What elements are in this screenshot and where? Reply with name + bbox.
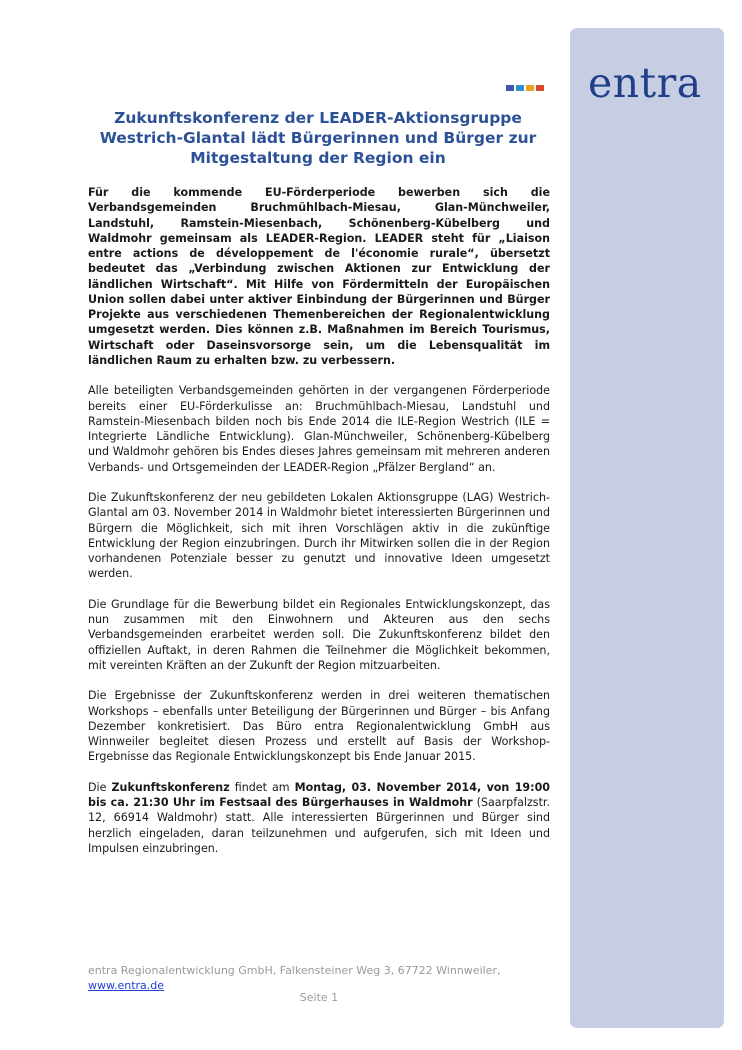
page-title: Zukunftskonferenz der LEADER-Aktionsgruppe Westrich-Glantal lädt Bürgerinnen und Bürger zur Mitgestaltung der Region ein xyxy=(99,109,537,167)
event-highlight: Zukunftskonferenz xyxy=(111,780,230,794)
brand-dot xyxy=(506,85,514,91)
brand-dot xyxy=(516,85,524,91)
brand-dot xyxy=(526,85,534,91)
footer-address: entra Regionalentwicklung GmbH, Falkensteiner Weg 3, 67722 Winnweiler, xyxy=(88,964,501,977)
brand-dot xyxy=(536,85,544,91)
event-text: findet am xyxy=(229,780,295,794)
website-link[interactable]: www.entra.de xyxy=(88,979,165,992)
footer xyxy=(88,963,550,993)
brand-dots-icon xyxy=(506,85,544,91)
event-text: (Saarpfalzstr. 12, 66914 Waldmohr) statt. Alle interessierten Bürgerinnen und Bürger sind herzlich eingeladen, daran teilzunehmen und aufgerufen, sich mit Ideen und Impulsen einzubringen. xyxy=(88,796,550,855)
paragraph: Die Ergebnisse der Zukunftskonferenz werden in drei weiteren thematischen Workshops – ebenfalls unter Beteiligung der Bürgerinnen und Bürger – bis Anfang Dezember konkretisiert. Das Büro entra Regionalentwicklung GmbH aus Winnweiler begleitet diesen Prozess und erstellt auf Basis der Workshop-Ergebnisse das Regionale Entwicklungskonzept bis Ende Januar 2015. xyxy=(88,689,550,764)
sidebar-panel xyxy=(570,28,724,1028)
event-paragraph xyxy=(88,780,550,856)
document-body xyxy=(88,185,550,871)
page-number: Seite 1 xyxy=(299,991,339,1004)
paragraph: Die Zukunftskonferenz der neu gebildeten Lokalen Aktionsgruppe (LAG) Westrich-Glantal am 03. November 2014 in Waldmohr bietet interessierten Bürgerinnen und Bürgern die Möglichkeit, sich mit ihren Vorschlägen aktiv in die zukünftige Entwicklung der Region einzubringen. Durch ihr Mitwirken sollen die in der Region vorhandenen Potenziale besser zu genutzt und innovative Ideen umgesetzt werden. xyxy=(88,491,550,581)
paragraph: Die Grundlage für die Bewerbung bildet ein Regionales Entwicklungskonzept, das nun zusammen mit den Einwohnern und Akteuren aus den sechs Verbandsgemeinden erarbeitet werden soll. Die Zukunftskonferenz bildet den offiziellen Auftakt, in deren Rahmen die Teilnehmer die Möglichkeit bekommen, mit vereinten Kräften an der Zukunft der Region mitzuarbeiten. xyxy=(88,597,550,672)
entra-logo: entra xyxy=(588,59,702,107)
event-text: Die xyxy=(88,780,112,794)
lead-paragraph: Für die kommende EU-Förderperiode bewerben sich die Verbandsgemeinden Bruchmühlbach-Miesau, Glan-Münchweiler, Landstuhl, Ramstein-Miesenbach, Schönenberg-Kübelberg und Waldmohr gemeinsam als LEADER-Region. LEADER steht für „Liaison entre actions de développement de l'économie rurale“, übersetzt bedeutet das „Verbindung zwischen Aktionen zur Entwicklung der ländlichen Wirtschaft“. Mit Hilfe von Fördermitteln der Europäischen Union sollen dabei unter aktiver Einbindung der Bürgerinnen und Bürger Projekte aus verschiedenen Themenbereichen der Regionalentwicklung umgesetzt werden. Dies können z.B. Maßnahmen im Bereich Tourismus, Wirtschaft oder Daseinsvorsorge sein, um die Lebensqualität im ländlichen Raum zu erhalten bzw. zu verbessern. xyxy=(88,186,550,367)
event-date-location: Montag, 03. November 2014, von 19:00 bis ca. 21:30 Uhr im Festsaal des Bürgerhauses in Waldmohr xyxy=(88,780,551,809)
paragraph: Alle beteiligten Verbandsgemeinden gehörten in der vergangenen Förderperiode bereits einer EU-Förderkulisse an: Bruchmühlbach-Miesau, Landstuhl und Ramstein-Miesenbach bilden noch bis Ende 2014 die ILE-Region Westrich (ILE = Integrierte Ländliche Entwicklung). Glan-Münchweiler, Schönenberg-Kübelberg und Waldmohr gehören bis Endes dieses Jahres gemeinsam mit mehreren anderen Verbands- und Ortsgemeinden der LEADER-Region „Pfälzer Bergland“ an. xyxy=(88,384,550,474)
